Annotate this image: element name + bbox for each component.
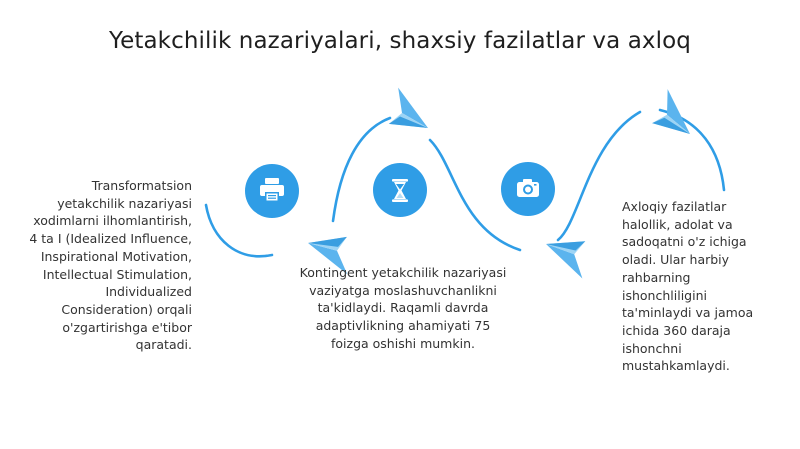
- step-1-node: [245, 164, 299, 218]
- plane-arrow-3: [539, 229, 595, 279]
- page-title: Yetakchilik nazariyalari, shaxsiy fazilatlar va axloq: [109, 28, 691, 54]
- step-3-node: [501, 162, 555, 216]
- step-1-description: Transformatsion yetakchilik nazariyasi xodimlarni ilhomlantirish, 4 ta I (Idealized Influence, Inspirational Motivation, Intellectual Stimulation, Individualized Consideration) orqali o'zgartirishga e'tibor qaratadi.: [29, 178, 192, 353]
- step-2-node: [373, 163, 427, 217]
- plane-arrow-4: [644, 89, 702, 146]
- plane-arrow-2: [380, 88, 438, 142]
- step-2-description: Kontingent yetakchilik nazariyasi vaziyatga moslashuvchanlikni ta'kidlaydi. Raqamli davrda adaptivlikning ahamiyati 75 foizga oshishi mumkin.: [299, 265, 507, 351]
- step-3-description: Axloqiy fazilatlar halollik, adolat va sadoqatni o'z ichiga oladi. Ular harbiy rahbarning ishonchliligini ta'minlaydi va jamoa ichida 360 daraja ishonchni mustahkamlaydi.: [622, 199, 754, 374]
